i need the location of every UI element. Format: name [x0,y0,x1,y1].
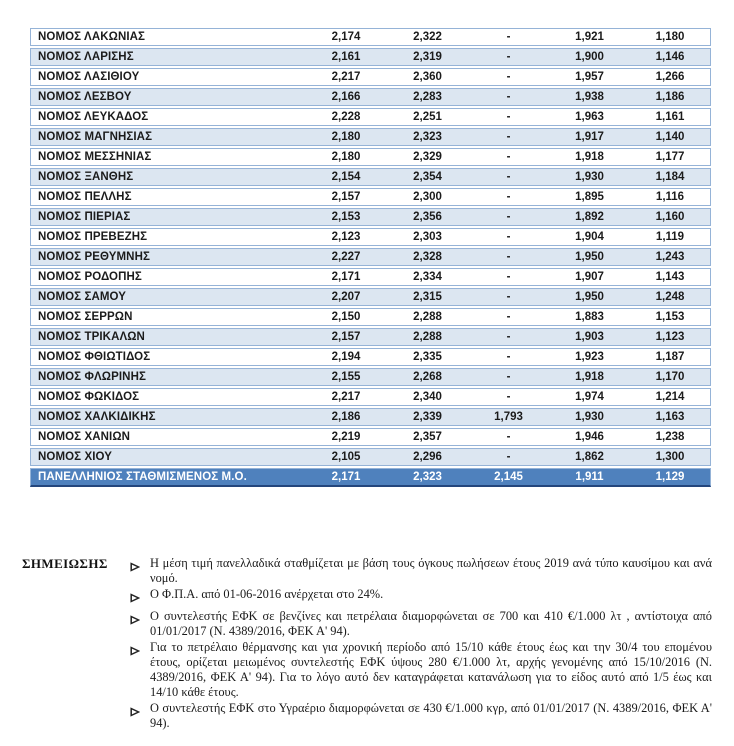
prefecture-name: ΝΟΜΟΣ ΛΑΚΩΝΙΑΣ [30,28,305,46]
value-cell: 1,900 [549,48,630,66]
value-cell: - [468,328,549,346]
value-cell: 2,334 [387,268,468,286]
prefecture-name: ΝΟΜΟΣ ΣΕΡΡΩΝ [30,308,305,326]
value-cell: 2,154 [305,168,387,186]
table-row [30,308,711,326]
value-cell: - [468,368,549,386]
prefecture-name: ΝΟΜΟΣ ΤΡΙΚΑΛΩΝ [30,328,305,346]
value-cell: 2,315 [387,288,468,306]
prefecture-name: ΝΟΜΟΣ ΜΑΓΝΗΣΙΑΣ [30,128,305,146]
value-cell: 1,116 [630,188,711,206]
value-cell: 1,892 [549,208,630,226]
total-value-cell: 2,323 [387,468,468,487]
value-cell: 2,300 [387,188,468,206]
value-cell: - [468,288,549,306]
value-cell: 2,157 [305,328,387,346]
value-cell: 2,174 [305,28,387,46]
table-row [30,268,711,286]
table-row [30,428,711,446]
value-cell: 2,105 [305,448,387,466]
value-cell: 1,923 [549,348,630,366]
table-row [30,108,711,126]
value-cell: 1,957 [549,68,630,86]
value-cell: 1,930 [549,168,630,186]
value-cell: 1,930 [549,408,630,426]
table-row [30,368,711,386]
value-cell: - [468,268,549,286]
value-cell: 1,921 [549,28,630,46]
value-cell: 1,248 [630,288,711,306]
value-cell: 1,266 [630,68,711,86]
value-cell: 1,146 [630,48,711,66]
value-cell: 1,963 [549,108,630,126]
value-cell: 1,938 [549,88,630,106]
value-cell: - [468,428,549,446]
value-cell: - [468,68,549,86]
value-cell: 1,119 [630,228,711,246]
value-cell: 2,157 [305,188,387,206]
value-cell: 1,974 [549,388,630,406]
value-cell: 1,238 [630,428,711,446]
value-cell: 1,950 [549,248,630,266]
note-item [130,609,712,639]
prefecture-name: ΝΟΜΟΣ ΦΛΩΡΙΝΗΣ [30,368,305,386]
value-cell: 2,288 [387,308,468,326]
value-cell: 1,214 [630,388,711,406]
value-cell: 2,340 [387,388,468,406]
note-item [130,640,712,700]
prefecture-name: ΝΟΜΟΣ ΦΩΚΙΔΟΣ [30,388,305,406]
note-text: Ο Φ.Π.Α. από 01-06-2016 ανέρχεται στο 24%. [150,587,384,601]
value-cell: 1,170 [630,368,711,386]
value-cell: 2,228 [305,108,387,126]
prefecture-name: ΝΟΜΟΣ ΡΕΘΥΜΝΗΣ [30,248,305,266]
note-text: Ο συντελεστής ΕΦΚ στο Υγραέριο διαμορφώνεται σε 430 €/1.000 κγρ, από 01/01/2017 (Ν. 4389/2016, ΦΕΚ Α' 94). [150,701,712,730]
value-cell: - [468,448,549,466]
value-cell: 1,161 [630,108,711,126]
arrowhead-bullet-icon [130,609,150,630]
value-cell: 2,328 [387,248,468,266]
value-cell: 2,227 [305,248,387,266]
value-cell: - [468,88,549,106]
notes-section [22,556,712,732]
table-row [30,168,711,186]
total-value-cell: 2,145 [468,468,549,487]
value-cell: 2,166 [305,88,387,106]
table-row [30,128,711,146]
table-row [30,28,711,46]
value-cell: - [468,128,549,146]
arrowhead-bullet-icon [130,640,150,661]
arrowhead-bullet-icon [130,701,150,722]
value-cell: 1,918 [549,368,630,386]
value-cell: 1,862 [549,448,630,466]
value-cell: 1,123 [630,328,711,346]
value-cell: - [468,228,549,246]
table-row [30,248,711,266]
arrowhead-bullet-icon [130,587,150,608]
note-item [130,587,712,608]
table-row [30,288,711,306]
prefecture-name: ΝΟΜΟΣ ΛΕΥΚΑΔΟΣ [30,108,305,126]
value-cell: 1,946 [549,428,630,446]
prefecture-name: ΝΟΜΟΣ ΣΑΜΟΥ [30,288,305,306]
value-cell: 2,339 [387,408,468,426]
value-cell: 2,335 [387,348,468,366]
value-cell: 1,163 [630,408,711,426]
value-cell: 1,177 [630,148,711,166]
notes-label: ΣΗΜΕΙΩΣΗΣ [22,556,108,571]
table-row [30,208,711,226]
value-cell: 2,360 [387,68,468,86]
prefecture-name: ΝΟΜΟΣ ΧΑΛΚΙΔΙΚΗΣ [30,408,305,426]
value-cell: 2,217 [305,68,387,86]
note-text: Η μέση τιμή πανελλαδικά σταθμίζεται με βάση τους όγκους πωλήσεων έτους 2019 ανά τύπο καυσίμου και ανά νομό. [150,556,712,585]
prefecture-name: ΝΟΜΟΣ ΧΑΝΙΩΝ [30,428,305,446]
value-cell: 2,283 [387,88,468,106]
prefecture-name: ΝΟΜΟΣ ΡΟΔΟΠΗΣ [30,268,305,286]
total-value-cell: 1,129 [630,468,711,487]
table-row [30,188,711,206]
value-cell: 1,160 [630,208,711,226]
prefecture-name: ΝΟΜΟΣ ΠΡΕΒΕΖΗΣ [30,228,305,246]
prefecture-name: ΝΟΜΟΣ ΛΑΣΙΘΙΟΥ [30,68,305,86]
table-row [30,448,711,466]
value-cell: 1,904 [549,228,630,246]
value-cell: 1,186 [630,88,711,106]
value-cell: 2,354 [387,168,468,186]
value-cell: 1,187 [630,348,711,366]
value-cell: 2,219 [305,428,387,446]
value-cell: 1,184 [630,168,711,186]
table-row [30,328,711,346]
value-cell: 2,207 [305,288,387,306]
table-row [30,88,711,106]
value-cell: 2,171 [305,268,387,286]
table-total-row [30,468,711,487]
value-cell: 2,123 [305,228,387,246]
value-cell: 2,150 [305,308,387,326]
value-cell: 1,140 [630,128,711,146]
value-cell: 1,243 [630,248,711,266]
fuel-price-table [30,26,711,489]
value-cell: - [468,388,549,406]
value-cell: 1,143 [630,268,711,286]
value-cell: 1,300 [630,448,711,466]
table-row [30,388,711,406]
value-cell: 1,883 [549,308,630,326]
prefecture-name: ΝΟΜΟΣ ΧΙΟΥ [30,448,305,466]
value-cell: 1,895 [549,188,630,206]
value-cell: - [468,168,549,186]
value-cell: 1,918 [549,148,630,166]
value-cell: 1,950 [549,288,630,306]
table-row [30,48,711,66]
value-cell: 1,903 [549,328,630,346]
prefecture-name: ΝΟΜΟΣ ΛΕΣΒΟΥ [30,88,305,106]
table-row [30,348,711,366]
value-cell: 2,319 [387,48,468,66]
value-cell: - [468,348,549,366]
value-cell: 2,268 [387,368,468,386]
value-cell: 2,155 [305,368,387,386]
value-cell: 2,153 [305,208,387,226]
value-cell: 2,356 [387,208,468,226]
prefecture-name: ΝΟΜΟΣ ΠΕΛΛΗΣ [30,188,305,206]
total-value-cell: 2,171 [305,468,387,487]
note-item [130,701,712,731]
value-cell: 2,303 [387,228,468,246]
value-cell: 2,161 [305,48,387,66]
value-cell: 2,288 [387,328,468,346]
total-value-cell: 1,911 [549,468,630,487]
prefecture-name: ΝΟΜΟΣ ΞΑΝΘΗΣ [30,168,305,186]
notes-list [130,556,712,732]
value-cell: 1,793 [468,408,549,426]
value-cell: 2,357 [387,428,468,446]
value-cell: 2,251 [387,108,468,126]
value-cell: - [468,208,549,226]
value-cell: 2,323 [387,128,468,146]
value-cell: 2,296 [387,448,468,466]
value-cell: - [468,28,549,46]
value-cell: 1,917 [549,128,630,146]
value-cell: - [468,188,549,206]
arrowhead-bullet-icon [130,556,150,577]
note-text: Για το πετρέλαιο θέρμανσης και για χρονική περίοδο από 15/10 κάθε έτους έως και την 30/4 του επομένου έτους, ορίζεται μειωμένος συντελεστής ΕΦΚ ύψους 280 €/1.000 λτ, αρχής γενομένης από 15/10/2016 (Ν. 4389/2016, ΦΕΚ Α' 94). Για το λόγο αυτό δεν καταγράφεται κατανάλωση για το είδος αυτό από 1/5 έως και 14/10 κάθε έτους. [150,640,712,699]
table-row [30,148,711,166]
note-item [130,556,712,586]
value-cell: 2,186 [305,408,387,426]
value-cell: - [468,108,549,126]
table-row [30,68,711,86]
table-body [30,28,711,466]
value-cell: 2,180 [305,128,387,146]
table-row [30,408,711,426]
value-cell: 2,322 [387,28,468,46]
prefecture-name: ΝΟΜΟΣ ΜΕΣΣΗΝΙΑΣ [30,148,305,166]
table-row [30,228,711,246]
value-cell: 2,180 [305,148,387,166]
value-cell: 2,217 [305,388,387,406]
value-cell: - [468,148,549,166]
prefecture-name: ΝΟΜΟΣ ΛΑΡΙΣΗΣ [30,48,305,66]
value-cell: 1,180 [630,28,711,46]
note-text: Ο συντελεστής ΕΦΚ σε βενζίνες και πετρέλαια διαμορφώνεται σε 700 και 410 €/1.000 λτ , αντίστοιχα από 01/01/2017 (Ν. 4389/2016, ΦΕΚ Α' 94). [150,609,712,638]
value-cell: - [468,308,549,326]
value-cell: - [468,48,549,66]
prefecture-name: ΝΟΜΟΣ ΠΙΕΡΙΑΣ [30,208,305,226]
total-row-label: ΠΑΝΕΛΛΗΝΙΟΣ ΣΤΑΘΜΙΣΜΕΝΟΣ Μ.Ο. [30,468,305,487]
prefecture-name: ΝΟΜΟΣ ΦΘΙΩΤΙΔΟΣ [30,348,305,366]
value-cell: 2,329 [387,148,468,166]
value-cell: - [468,248,549,266]
value-cell: 2,194 [305,348,387,366]
value-cell: 1,907 [549,268,630,286]
value-cell: 1,153 [630,308,711,326]
